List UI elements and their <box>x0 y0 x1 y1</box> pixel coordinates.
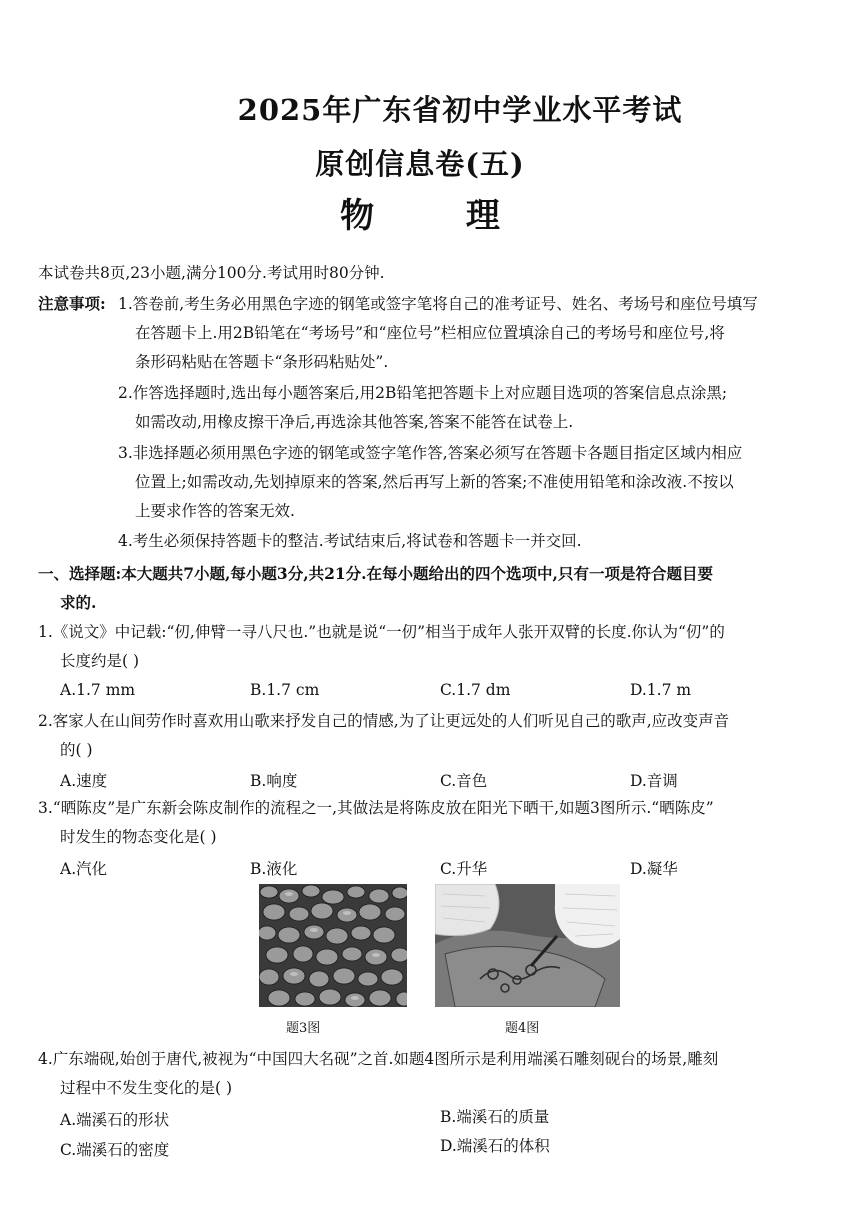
exam-subtitle: 原创信息卷(五) <box>315 147 525 181</box>
question-3-line-1: 3.“晒陈皮”是广东新会陈皮制作的流程之一,其做法是将陈皮放在阳光下晒干,如题3图所示.“晒陈皮” <box>38 799 714 817</box>
question-3-option-b: B.液化 <box>250 860 298 878</box>
question-4-line-2: 过程中不发生变化的是( ) <box>60 1079 233 1097</box>
section-1-title-line-2: 求的. <box>60 593 97 612</box>
note-item-1-line-2: 在答题卡上.用2B铅笔在“考场号”和“座位号”栏相应位置填涂自己的考场号和座位号,将 <box>135 324 725 342</box>
question-2-option-d: D.音调 <box>630 772 678 790</box>
question-2-option-c: C.音色 <box>440 772 488 790</box>
question-4-option-b: B.端溪石的质量 <box>440 1108 550 1126</box>
question-3-line-2: 时发生的物态变化是( ) <box>60 828 217 846</box>
question-1-option-a: A.1.7 mm <box>60 681 136 699</box>
figure-3-dried-peel-photo <box>259 884 407 1007</box>
note-item-1-line-1: 1.答卷前,考生务必用黑色字迹的钢笔或签字笔将自己的准考证号、姓名、考场号和座位号填写 <box>118 295 758 313</box>
question-4-option-d: D.端溪石的体积 <box>440 1137 550 1155</box>
note-item-2-line-2: 如需改动,用橡皮擦干净后,再选涂其他答案,答案不能答在试卷上. <box>135 413 574 431</box>
question-3-option-c: C.升华 <box>440 860 488 878</box>
note-item-3-line-2: 位置上;如需改动,先划掉原来的答案,然后再写上新的答案;不准使用铅笔和涂改液.不按以 <box>135 473 734 491</box>
question-1-option-c: C.1.7 dm <box>440 681 511 699</box>
question-1-line-2: 长度约是( ) <box>60 652 140 670</box>
note-item-1-line-3: 条形码粘贴在答题卡“条形码粘贴处”. <box>135 353 389 371</box>
figure-3-caption: 题3图 <box>286 1021 321 1036</box>
question-3-option-d: D.凝华 <box>630 860 678 878</box>
note-item-3-line-3: 上要求作答的答案无效. <box>135 502 295 520</box>
question-4-option-c: C.端溪石的密度 <box>60 1141 170 1159</box>
question-2-line-1: 2.客家人在山间劳作时喜欢用山歌来抒发自己的情感,为了让更远处的人们听见自己的歌声,应改变声音 <box>38 712 730 730</box>
question-2-option-b: B.响度 <box>250 772 298 790</box>
question-2-option-a: A.速度 <box>60 772 108 790</box>
question-3-option-a: A.汽化 <box>60 860 108 878</box>
notes-label: 注意事项: <box>38 294 106 313</box>
question-1-option-d: D.1.7 m <box>630 681 692 699</box>
note-item-2-line-1: 2.作答选择题时,选出每小题答案后,用2B铅笔把答题卡上对应题目选项的答案信息点涂黑; <box>118 384 728 402</box>
section-1-title-line-1: 一、选择题:本大题共7小题,每小题3分,共21分.在每小题给出的四个选项中,只有一项是符合题目要 <box>38 564 713 583</box>
question-1-line-1: 1.《说文》中记载:“仞,伸臂一寻八尺也.”也就是说“一仞”相当于成年人张开双臂的长度.你认为“仞”的 <box>38 623 725 641</box>
exam-title: 2025年广东省初中学业水平考试 <box>237 93 683 127</box>
question-2-line-2: 的( ) <box>60 741 93 759</box>
subject-title: 物 理 <box>340 196 540 236</box>
note-item-3-line-1: 3.非选择题必须用黑色字迹的钢笔或签字笔作答,答案必须写在答题卡各题目指定区域内相应 <box>118 444 743 462</box>
question-1-option-b: B.1.7 cm <box>250 681 320 699</box>
question-4-option-a: A.端溪石的形状 <box>60 1111 170 1129</box>
figure-4-inkstone-carving-photo <box>435 884 620 1007</box>
note-item-4-line-1: 4.考生必须保持答题卡的整洁.考试结束后,将试卷和答题卡一并交回. <box>118 532 582 550</box>
intro-line: 本试卷共8页,23小题,满分100分.考试用时80分钟. <box>38 264 385 282</box>
figure-4-caption: 题4图 <box>505 1021 540 1036</box>
question-4-line-1: 4.广东端砚,始创于唐代,被视为“中国四大名砚”之首.如题4图所示是利用端溪石雕刻砚台的场景,雕刻 <box>38 1050 719 1068</box>
